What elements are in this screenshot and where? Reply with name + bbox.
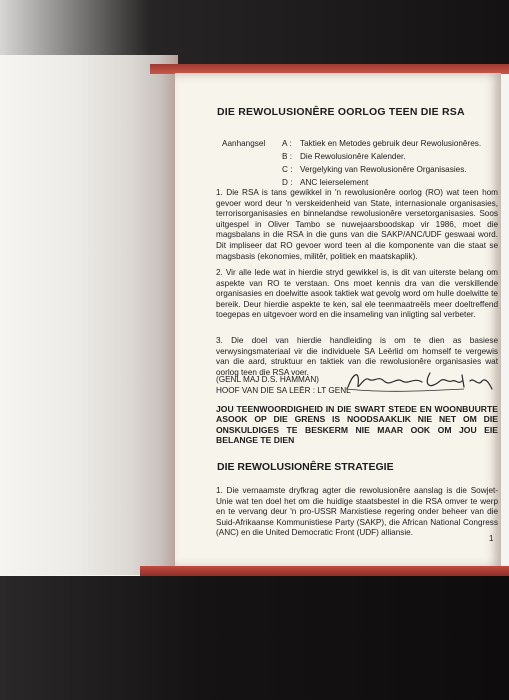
section-title: DIE REWOLUSIONÊRE STRATEGIE [217, 461, 394, 473]
appendix-item-c [222, 163, 498, 176]
appendix-letter: B : [282, 152, 293, 161]
page-number: 1 [489, 534, 494, 543]
paragraph-3: 3. Die doel van hierdie handleiding is om te dien as basiese verwysingsmateriaal vir die individuele SA Leërlid om homself te vergewis van die aard, struktuur en taktiek van die rewolusionêre organisasies wat oorlog teen die RSA voer. [216, 336, 498, 377]
bold-statement: JOU TEENWOORDIGHEID IN DIE SWART STEDE EN WOONBUURTE ASOOK OP DIE GRENS IS NOODSAAKLIK NIE NET OM DIE ONSKULDIGES TE BESKERM NIE MAAR OOK OM JOU EIE BELANGE TE DIEN [216, 404, 498, 446]
left-page-blurred [0, 55, 178, 575]
appendix-text: Die Rewolusionêre Kalender. [300, 152, 406, 161]
appendix-text: ANC leierselement [300, 178, 369, 187]
appendix-letter: C : [282, 165, 293, 174]
appendix-letter: D : [282, 178, 293, 187]
book-cover-edge-bottom [140, 566, 509, 576]
appendix-lead: Aanhangsel [222, 139, 266, 148]
page-title: DIE REWOLUSIONÊRE OORLOG TEEN DIE RSA [217, 106, 465, 118]
appendix-list [222, 137, 498, 189]
appendix-item-b [222, 150, 498, 163]
signature-title: HOOF VAN DIE SA LEËR : LT GENL [216, 385, 351, 395]
appendix-text: Taktiek en Metodes gebruik deur Rewolusionêres. [300, 139, 482, 148]
dark-background-bottom [0, 576, 509, 700]
paragraph-1: 1. Die RSA is tans gewikkel in 'n rewolusionêre oorlog (RO) wat teen hom gevoer word deur 'n verskeidenheid van State, internasionale organisasies, terrorisorganisasies en binnelandse rewolusionêre versetorganisasies. Soos uitgespel in Oliver Tambo se nuwejaarsboodskap vir 1986, moet die magsbalans in die RSA in die guns van die SAKP/ANC/UDF geswaai word. Dit impliseer dat RO gevoer word teen al die komponente van die staat se magsbasis (ekonomies, militêr, politiek en maatskaplik). [216, 188, 498, 261]
appendix-item-a [222, 137, 498, 150]
section-paragraph: 1. Die vernaamste dryfkrag agter die rewolusionêre aanslag is die Sowjet-Unie wat ten doel het om die huidige staatsbestel in die RSA omver te werp en te vervang deur 'n pro-USSR Marxistiese regering onder beheer van die Suid-Afrikaanse Kommunistiese Party (SAKP), die African National Congress (ANC) en die United Democratic Front (UDF) alliansie. [216, 486, 498, 538]
appendix-text: Vergelyking van Rewolusionêre Organisasies. [300, 165, 467, 174]
paragraph-2: 2. Vir alle lede wat in hierdie stryd gewikkel is, is dit van uiterste belang om aspekte van RO te verstaan. Ons moet kennis dra van die verskillende organisasies en doelwitte asook taktiek wat gevolg word om hulle doelwitte te bereik. Deur hierdie aspekte te ken, sal ele teenmaatreëls meer doeltreffend toegepas en uitgevoer word en die insameling van inligting sal verbeter. [216, 268, 498, 320]
appendix-letter: A : [282, 139, 292, 148]
signature-name: (GENL MAJ D.S. HAMMAN) [216, 375, 319, 384]
handwritten-signature [344, 367, 494, 397]
